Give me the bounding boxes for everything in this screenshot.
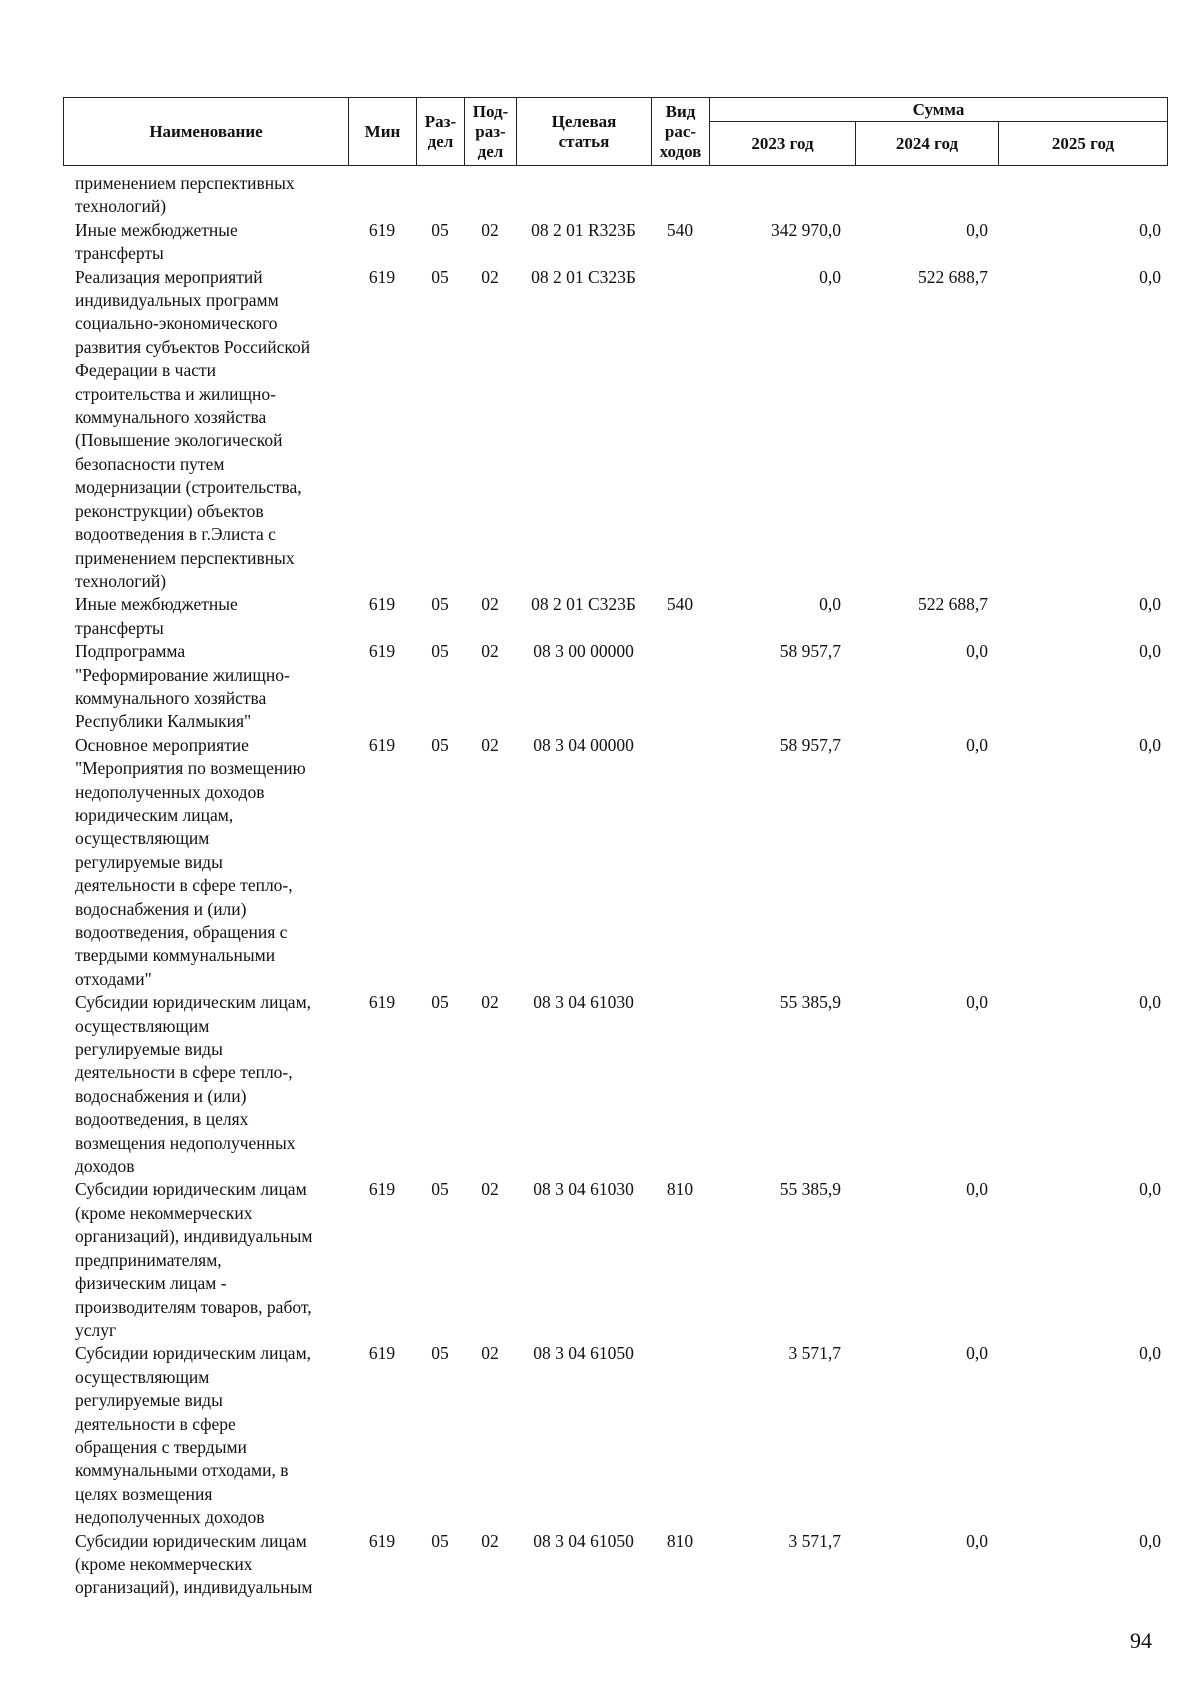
header-vid: Вид рас- ходов bbox=[652, 98, 710, 166]
row-name: Субсидии юридическим лицам, осуществляющим регулируемые виды деятельности в сфере обращения с твердыми коммунальными отходами, в целях возмещения недополученных доходов bbox=[75, 1343, 312, 1528]
row-podrazdel: 02 bbox=[481, 594, 499, 615]
row-celevaya: 08 2 01 С323Б bbox=[531, 594, 636, 615]
row-razdel: 05 bbox=[431, 594, 449, 615]
row-razdel: 05 bbox=[431, 641, 449, 662]
row-name: Основное мероприятие "Мероприятия по возмещению недополученных доходов юридическим лицам, осуществляющим регулируемые виды деятельности в сфере тепло-, водоснабжения и (или) водоотведения, обращения с твердыми коммунальными отходами" bbox=[75, 734, 306, 989]
row-podrazdel: 02 bbox=[481, 219, 499, 240]
row-2023: 58 957,7 bbox=[779, 734, 841, 755]
row-vid: 540 bbox=[666, 594, 694, 615]
header-2024: 2024 год bbox=[856, 122, 999, 166]
header-celevaya: Целевая статья bbox=[517, 98, 652, 166]
table-header bbox=[63, 97, 1168, 166]
row-razdel: 05 bbox=[431, 734, 449, 755]
table-row bbox=[63, 266, 1167, 594]
header-2023: 2023 год bbox=[710, 122, 856, 166]
row-min: 619 bbox=[368, 594, 396, 615]
row-podrazdel: 02 bbox=[481, 734, 499, 755]
table-row bbox=[63, 1342, 1167, 1529]
row-min: 619 bbox=[368, 992, 396, 1013]
row-2025: 0,0 bbox=[1139, 266, 1161, 287]
row-name: применением перспективных технологий) bbox=[75, 173, 295, 217]
header-razdel: Раз- дел bbox=[417, 98, 465, 166]
row-2023: 55 385,9 bbox=[779, 1179, 841, 1200]
row-2025: 0,0 bbox=[1139, 1530, 1161, 1551]
header-2025: 2025 год bbox=[999, 122, 1168, 166]
row-razdel: 05 bbox=[431, 992, 449, 1013]
row-podrazdel: 02 bbox=[481, 641, 499, 662]
header-podrazdel: Под- раз- дел bbox=[465, 98, 517, 166]
row-min: 619 bbox=[368, 1179, 396, 1200]
table-row bbox=[63, 734, 1167, 991]
table-row bbox=[63, 1530, 1167, 1600]
row-name: Подпрограмма "Реформирование жилищно- коммунального хозяйства Республики Калмыкия" bbox=[75, 641, 290, 732]
row-min: 619 bbox=[368, 734, 396, 755]
row-2024: 0,0 bbox=[966, 1530, 988, 1551]
row-name: Иные межбюджетные трансферты bbox=[75, 594, 238, 638]
row-celevaya: 08 3 04 61050 bbox=[533, 1343, 634, 1364]
row-2024: 0,0 bbox=[966, 219, 988, 240]
row-podrazdel: 02 bbox=[481, 1530, 499, 1551]
page-number: 94 bbox=[1130, 1628, 1152, 1653]
row-2024: 0,0 bbox=[966, 641, 988, 662]
row-podrazdel: 02 bbox=[481, 992, 499, 1013]
row-celevaya: 08 3 04 61030 bbox=[533, 992, 634, 1013]
row-2024: 0,0 bbox=[966, 734, 988, 755]
header-name: Наименование bbox=[64, 98, 349, 166]
row-razdel: 05 bbox=[431, 219, 449, 240]
row-2024: 0,0 bbox=[966, 1179, 988, 1200]
row-2025: 0,0 bbox=[1139, 594, 1161, 615]
row-podrazdel: 02 bbox=[481, 1343, 499, 1364]
row-vid: 540 bbox=[666, 219, 694, 240]
row-razdel: 05 bbox=[431, 1530, 449, 1551]
table-row bbox=[63, 991, 1167, 1178]
row-vid: 810 bbox=[666, 1530, 694, 1551]
row-2025: 0,0 bbox=[1139, 992, 1161, 1013]
header-min: Мин bbox=[349, 98, 417, 166]
table-row bbox=[63, 640, 1167, 734]
row-2023: 3 571,7 bbox=[788, 1343, 841, 1364]
row-celevaya: 08 2 01 С323Б bbox=[531, 266, 636, 287]
row-vid: 810 bbox=[666, 1179, 694, 1200]
row-2023: 3 571,7 bbox=[788, 1530, 841, 1551]
row-razdel: 05 bbox=[431, 266, 449, 287]
table-row bbox=[63, 219, 1167, 266]
row-2023: 58 957,7 bbox=[779, 641, 841, 662]
table-body bbox=[63, 172, 1167, 1600]
row-celevaya: 08 3 04 00000 bbox=[533, 734, 634, 755]
row-2025: 0,0 bbox=[1139, 219, 1161, 240]
row-min: 619 bbox=[368, 266, 396, 287]
row-2023: 342 970,0 bbox=[771, 219, 841, 240]
row-2023: 0,0 bbox=[819, 266, 841, 287]
header-summa: Сумма bbox=[710, 98, 1168, 122]
row-2024: 0,0 bbox=[966, 1343, 988, 1364]
row-2025: 0,0 bbox=[1139, 1343, 1161, 1364]
row-min: 619 bbox=[368, 1530, 396, 1551]
row-min: 619 bbox=[368, 641, 396, 662]
row-2024: 0,0 bbox=[966, 992, 988, 1013]
row-razdel: 05 bbox=[431, 1179, 449, 1200]
row-2025: 0,0 bbox=[1139, 641, 1161, 662]
row-2024: 522 688,7 bbox=[918, 594, 988, 615]
row-2023: 55 385,9 bbox=[779, 992, 841, 1013]
row-name: Иные межбюджетные трансферты bbox=[75, 219, 238, 264]
row-podrazdel: 02 bbox=[481, 266, 499, 287]
row-name: Реализация мероприятий индивидуальных программ социально-экономического развития субъектов Российской Федерации в части строительства и жилищно- коммунального хозяйства (Повышение экологической безопасности путем модернизации (строительства, реконструкции) объектов водоотведения в г.Элиста с применением перспективных технологий) bbox=[75, 266, 311, 591]
row-name: Субсидии юридическим лицам, осуществляющим регулируемые виды деятельности в сфере тепло-, водоснабжения и (или) водоотведения, в целях возмещения недополученных доходов bbox=[75, 992, 312, 1177]
row-celevaya: 08 3 04 61050 bbox=[533, 1530, 634, 1551]
row-2025: 0,0 bbox=[1139, 734, 1161, 755]
row-min: 619 bbox=[368, 219, 396, 240]
row-celevaya: 08 2 01 R323Б bbox=[531, 219, 636, 240]
row-2024: 522 688,7 bbox=[918, 266, 988, 287]
row-name: Субсидии юридическим лицам (кроме некоммерческих организаций), индивидуальным bbox=[75, 1530, 313, 1598]
row-min: 619 bbox=[368, 1343, 396, 1364]
table-row bbox=[63, 593, 1167, 640]
row-celevaya: 08 3 04 61030 bbox=[533, 1179, 634, 1200]
row-2025: 0,0 bbox=[1139, 1179, 1161, 1200]
row-2023: 0,0 bbox=[819, 594, 841, 615]
table-row bbox=[63, 172, 1167, 219]
row-celevaya: 08 3 00 00000 bbox=[533, 641, 634, 662]
row-name: Субсидии юридическим лицам (кроме некоммерческих организаций), индивидуальным предпринимателям, физическим лицам - производителям товаров, работ, услуг bbox=[75, 1179, 313, 1340]
row-podrazdel: 02 bbox=[481, 1179, 499, 1200]
table-row bbox=[63, 1178, 1167, 1342]
row-razdel: 05 bbox=[431, 1343, 449, 1364]
